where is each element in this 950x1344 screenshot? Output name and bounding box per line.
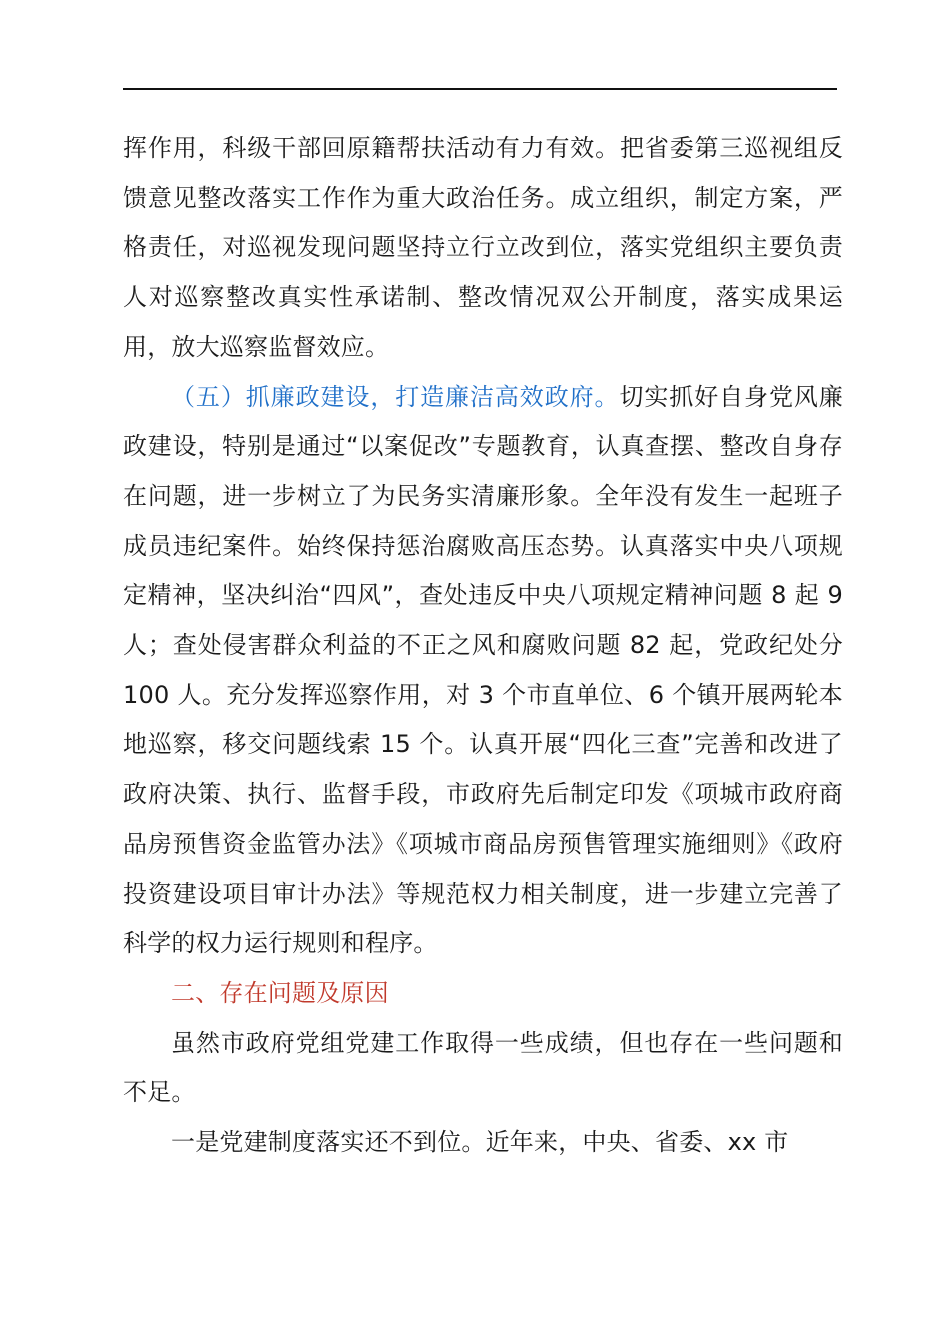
paragraph-continuation: 挥作用，科级干部回原籍帮扶活动有力有效。把省委第三巡视组反馈意见整改落实工作作为重大政治任务。成立组织，制定方案，严格责任，对巡视发现问题坚持立行立改到位，落实党组织主要负责人对巡察整改真实性承诺制、整改情况双公开制度，落实成果运用，放大巡察监督效应。 bbox=[123, 134, 843, 361]
paragraph-integrity-body: 切实抓好自身党风廉政建设，特别是通过“以案促改”专题教育，认真查摆、整改自身存在问题，进一步树立了为民务实清廉形象。全年没有发生一起班子成员违纪案件。始终保持惩治腐败高压态势。认真落实中央八项规定精神，坚决纠治“四风”，查处违反中央八项规定精神问题 8 起 9 人；查处侵害群众利益的不正之风和腐败问题 82 起，党政纪处分 100 人。充分发挥巡察作用，对 3 个市直单位、6 个镇开展两轮本地巡察，移交问题线索 15 个。认真开展“四化三查”完善和改进了政府决策、执行、监督手段，市政府先后制定印发《项城市政府商品房预售资金监管办法》《项城市商品房预售管理实施细则》《政府投资建设项目审计办法》等规范权力相关制度，进一步建立完善了科学的权力运行规则和程序。 bbox=[123, 382, 843, 958]
section-heading-problems: 二、存在问题及原因 bbox=[171, 978, 389, 1007]
header-rule bbox=[123, 88, 837, 90]
subheading-integrity-building: （五）抓廉政建设，打造廉洁高效政府。 bbox=[171, 382, 620, 411]
paragraph-problems-intro: 虽然市政府党组党建工作取得一些成绩，但也存在一些问题和不足。 bbox=[123, 1028, 843, 1107]
document-body bbox=[123, 124, 843, 1168]
paragraph-integrity-building bbox=[123, 373, 843, 969]
paragraph-problem-one: 一是党建制度落实还不到位。近年来，中央、省委、xx 市 bbox=[171, 1128, 789, 1157]
